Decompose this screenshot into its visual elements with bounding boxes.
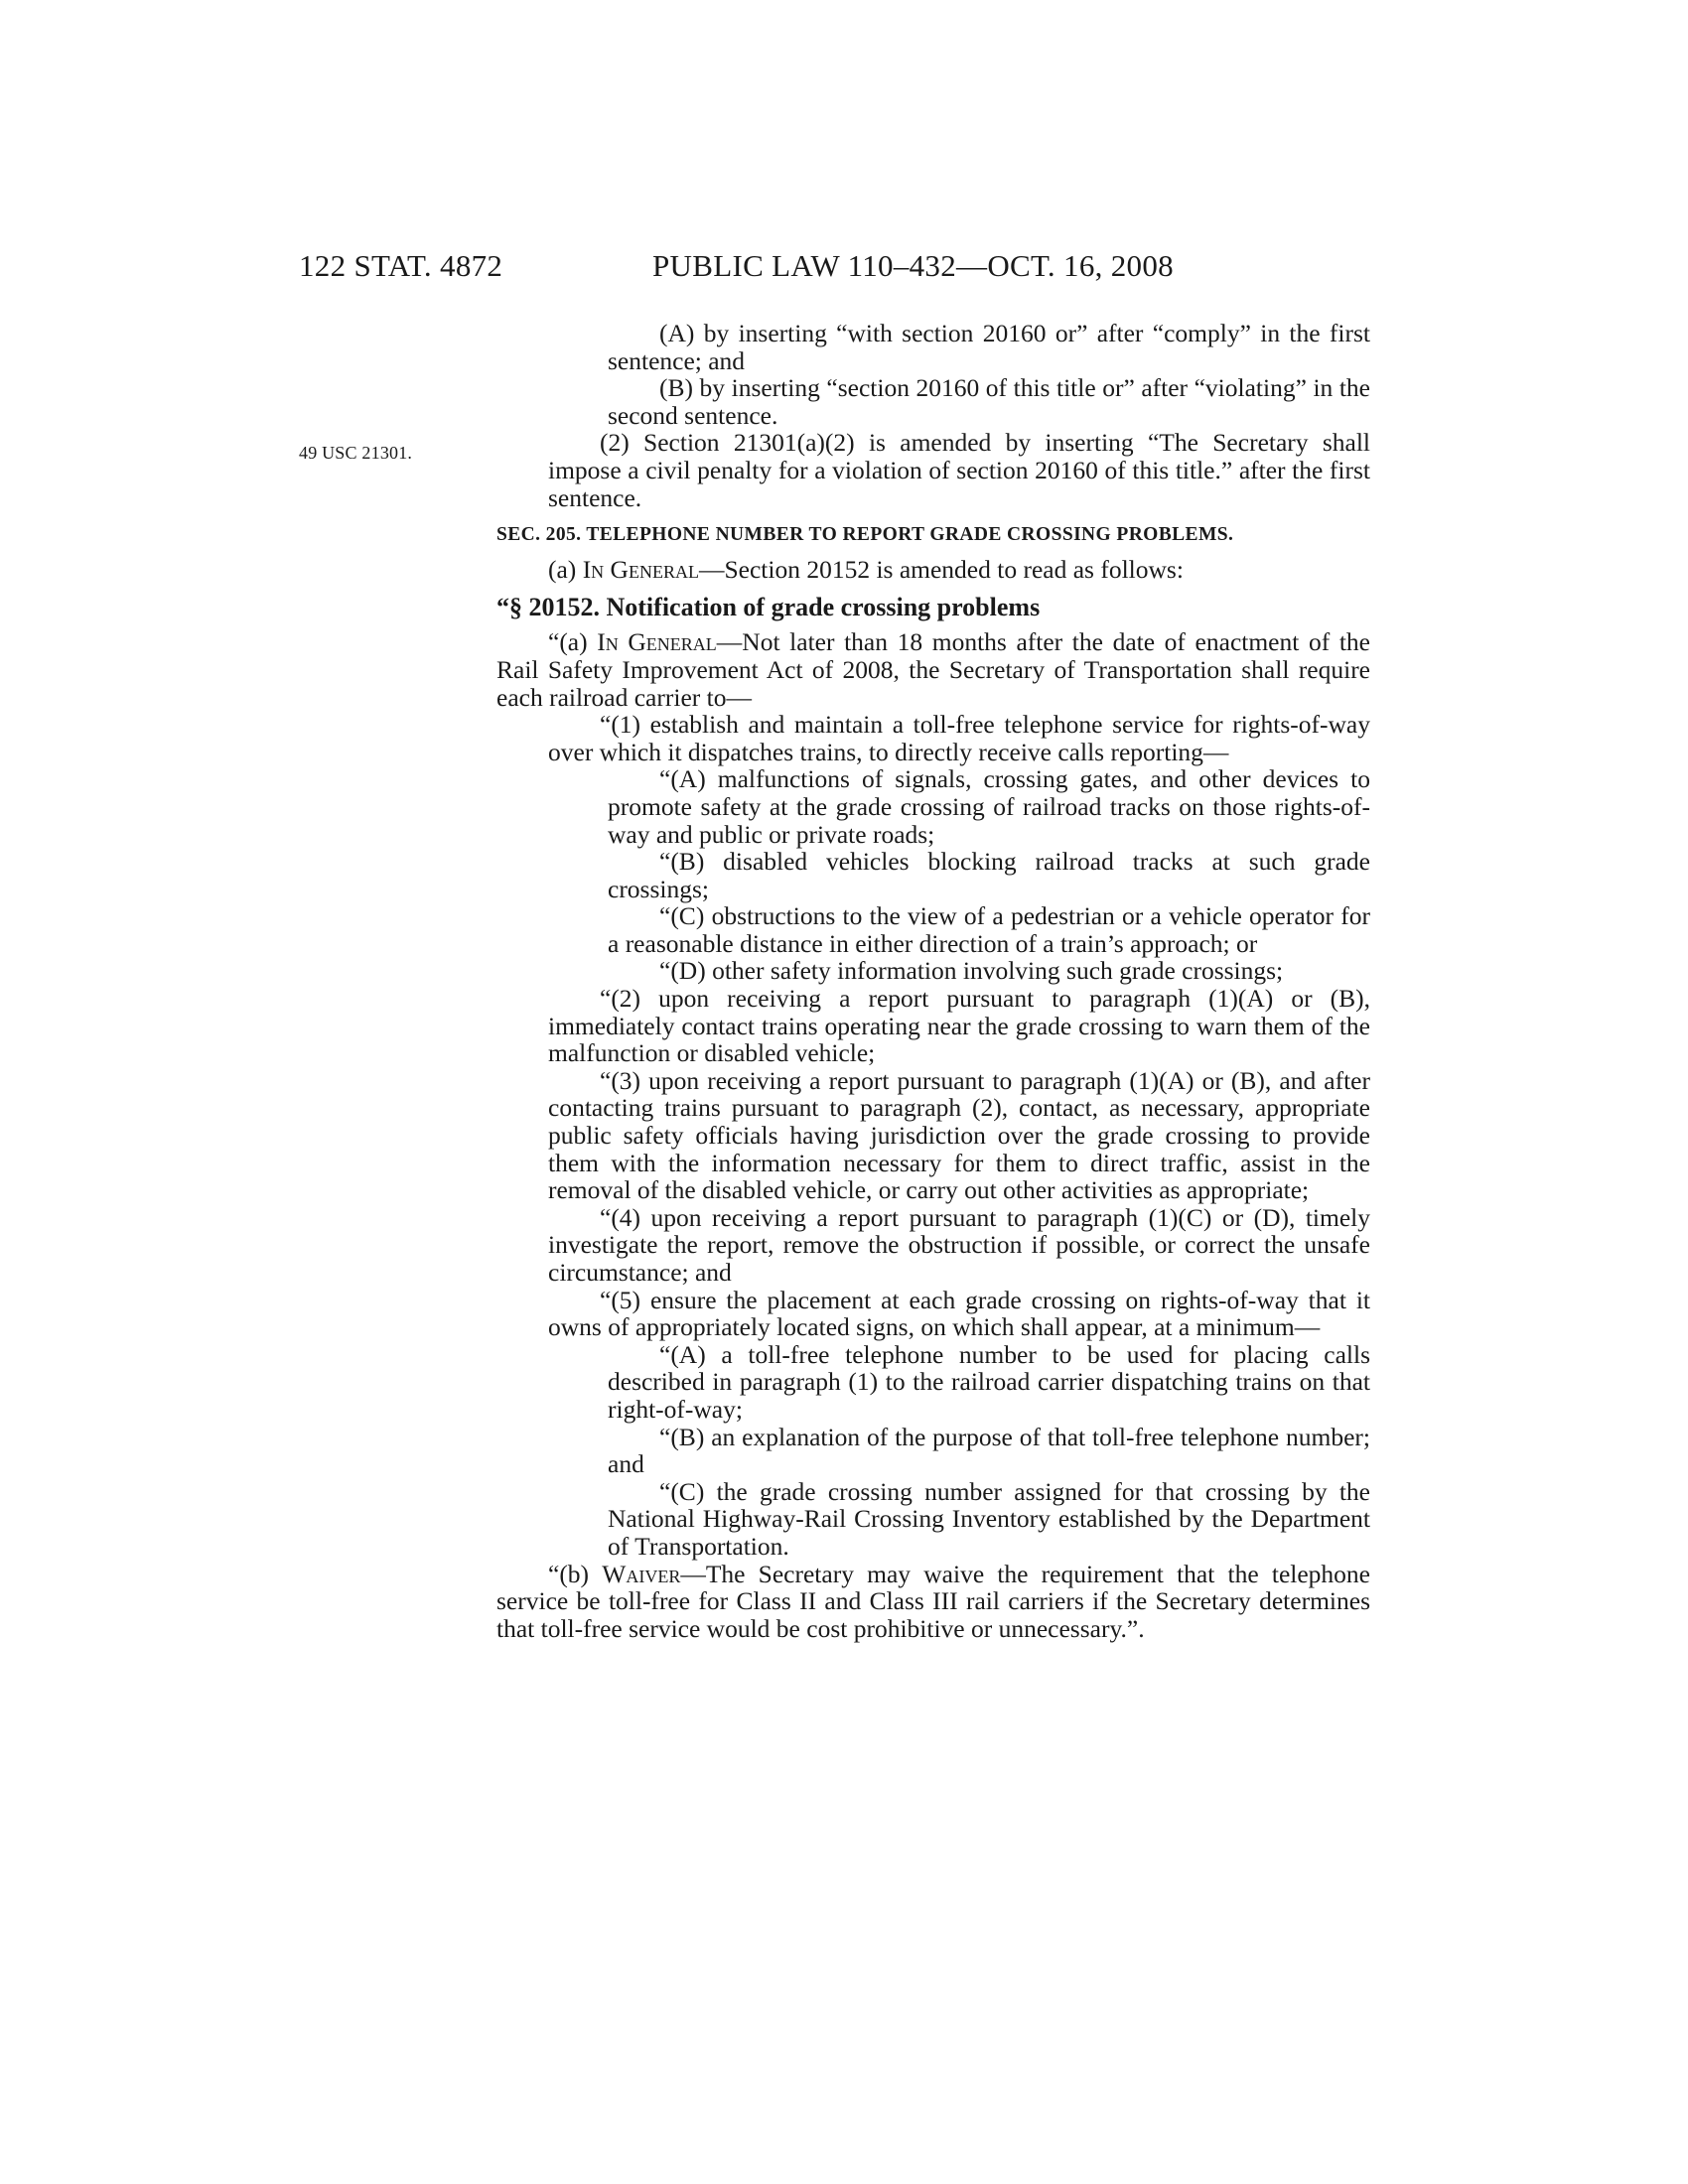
quoted-paragraph-5B: “(B) an explanation of the purpose of that toll-free telephone number; and: [608, 1422, 1370, 1479]
quoted-paragraph-5A: “(A) a toll-free telephone number to be used for placing calls described in paragraph (1) to the railroad carrier dispatching trains on that right-of-way;: [608, 1339, 1370, 1424]
quoted-subsection-a-label: In General: [597, 627, 717, 657]
quoted-paragraph-1D: “(D) other safety information involving such grade crossings;: [659, 956, 1284, 986]
subsection-a-label: In General: [582, 555, 699, 585]
paragraph-b-insert: (B) by inserting “section 20160 of this title or” after “violating” in the second sentence.: [608, 373, 1370, 430]
quoted-subsection-b-label: Waiver: [602, 1559, 681, 1588]
quoted-paragraph-1B: “(B) disabled vehicles blocking railroad tracks at such grade crossings;: [608, 847, 1370, 903]
subsection-a-text: —Section 20152 is amended to read as follows:: [698, 555, 1184, 585]
quoted-paragraph-5: “(5) ensure the placement at each grade crossing on rights-of-way that it owns of appropriately located signs, on which shall appear, at a minimum—: [548, 1285, 1370, 1342]
quoted-paragraph-1: “(1) establish and maintain a toll-free telephone service for rights-of-way over which it dispatches trains, to directly receive calls reporting—: [548, 710, 1370, 766]
quoted-paragraph-1C: “(C) obstructions to the view of a pedestrian or a vehicle operator for a reasonable distance in either direction of a train’s approach; or: [608, 901, 1370, 958]
public-law-title: PUBLIC LAW 110–432—OCT. 16, 2008: [652, 248, 1174, 283]
quoted-subsection-b-text: —The Secretary may waive the requirement that the telephone service be toll-free for Class II and Class III rail carriers if the Secretary determines that toll-free service would be cost prohibitive or unnecessary.”.: [496, 1559, 1370, 1643]
quoted-subsection-b: “(b) Waiver—The Secretary may waive the requirement that the telephone service be toll-free for Class II and Class III rail carriers if the Secretary determines that toll-free service would be cost prohibitive or unnecessary.”.: [496, 1559, 1370, 1643]
subsection-a: (a) In General—Section 20152 is amended to read as follows:: [548, 555, 1184, 585]
section-heading: SEC. 205. TELEPHONE NUMBER TO REPORT GRADE CROSSING PROBLEMS.: [496, 524, 1234, 546]
margin-citation: 49 USC 21301.: [299, 443, 413, 463]
quoted-paragraph-5C: “(C) the grade crossing number assigned for that crossing by the National Highway-Rail Crossing Inventory established by the Department of Transportation.: [608, 1476, 1370, 1561]
quoted-paragraph-3: “(3) upon receiving a report pursuant to paragraph (1)(A) or (B), and after contacting trains pursuant to paragraph (2), contact, as necessary, appropriate public safety officials having jurisdiction over the grade crossing to provide them with the information necessary for them to direct traffic, assist in the removal of the disabled vehicle, or carry out other activities as appropriate;: [548, 1065, 1370, 1205]
paragraph-2: (2) Section 21301(a)(2) is amended by inserting “The Secretary shall impose a civil penalty for a violation of section 20160 of this title.” after the first sentence.: [548, 428, 1370, 512]
stat-citation: 122 STAT. 4872: [299, 248, 503, 283]
section-subheading: “§ 20152. Notification of grade crossing problems: [496, 592, 1041, 621]
paragraph-a-insert: (A) by inserting “with section 20160 or” after “comply” in the first sentence; and: [608, 319, 1370, 375]
body-text: [496, 320, 1370, 1642]
quoted-subsection-a-text: —Not later than 18 months after the date of enactment of the Rail Safety Improvement Act of 2008, the Secretary of Transportation shall require each railroad carrier to—: [496, 627, 1370, 712]
quoted-subsection-a: “(a) In General—Not later than 18 months after the date of enactment of the Rail Safety Improvement Act of 2008, the Secretary of Transportation shall require each railroad carrier to—: [496, 627, 1370, 712]
quoted-paragraph-4: “(4) upon receiving a report pursuant to paragraph (1)(C) or (D), timely investigate the report, remove the obstruction if possible, or correct the unsafe circumstance; and: [548, 1202, 1370, 1287]
quoted-paragraph-2: “(2) upon receiving a report pursuant to paragraph (1)(A) or (B), immediately contact trains operating near the grade crossing to warn them of the malfunction or disabled vehicle;: [548, 984, 1370, 1068]
quoted-paragraph-1A: “(A) malfunctions of signals, crossing gates, and other devices to promote safety at the grade crossing of railroad tracks on those rights-of-way and public or private roads;: [608, 764, 1370, 849]
running-header: [299, 248, 1219, 288]
